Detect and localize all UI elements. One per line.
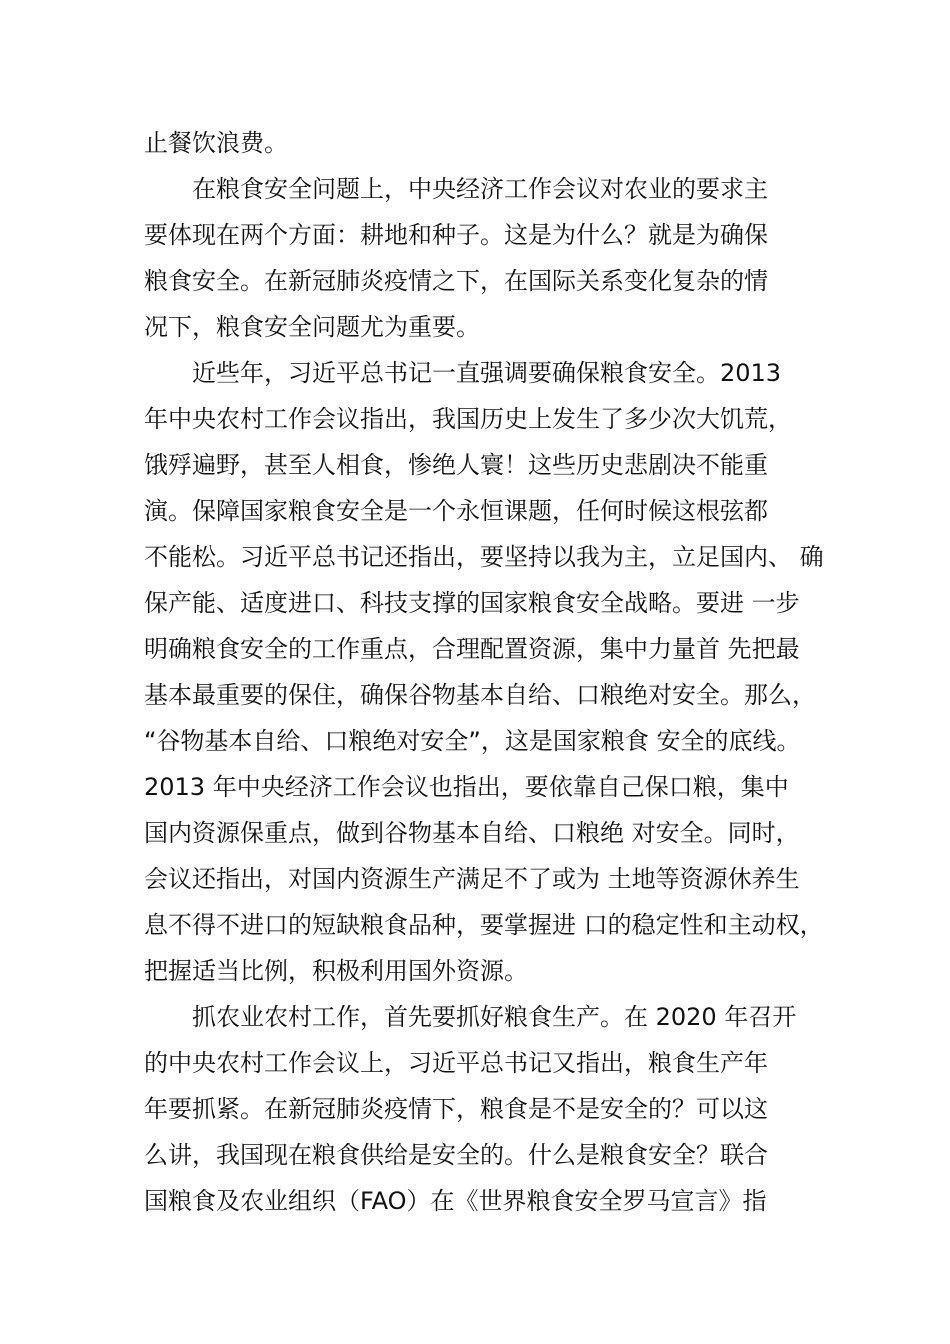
text-line: 明确粮食安全的工作重点，合理配置资源，集中力量首 先把最: [144, 635, 800, 663]
document-body: [144, 120, 864, 1224]
text-line: 保产能、适度进口、科技支撑的国家粮食安全战略。要进 一步: [144, 589, 800, 617]
text-line: 基本最重要的保住，确保谷物基本自给、口粮绝对安全。那么，: [144, 681, 816, 709]
text-line: 演。保障国家粮食安全是一个永恒课题，任何时候这根弦都: [144, 497, 768, 525]
text-line: 况下，粮食安全问题尤为重要。: [144, 313, 480, 341]
text-line: 近些年，习近平总书记一直强调要确保粮食安全。2013: [192, 359, 782, 387]
text-line: 不能松。习近平总书记还指出，要坚持以我为主，立足国内、 确: [144, 543, 824, 571]
text-line: 年中央农村工作会议指出，我国历史上发生了多少次大饥荒，: [144, 405, 792, 433]
text-line: 国内资源保重点，做到谷物基本自给、口粮绝 对安全。同时，: [144, 819, 800, 847]
text-line: 抓农业农村工作，首先要抓好粮食生产。在 2020 年召开: [192, 1003, 797, 1031]
text-line: 么讲，我国现在粮食供给是安全的。什么是粮食安全？联合: [144, 1141, 768, 1169]
text-line: 息不得不进口的短缺粮食品种，要掌握进 口的稳定性和主动权，: [144, 911, 824, 939]
text-line: 饿殍遍野，甚至人相食，惨绝人寰！这些历史悲剧决不能重: [144, 451, 768, 479]
text-line: 2013 年中央经济工作会议也指出，要依靠自己保口粮，集中: [144, 773, 789, 801]
text-line: 把握适当比例，积极利用国外资源。: [144, 957, 528, 985]
text-line: 粮食安全。在新冠肺炎疫情之下，在国际关系变化复杂的情: [144, 267, 768, 295]
text-line: 国粮食及农业组织（FAO）在《世界粮食安全罗马宣言》指: [144, 1187, 767, 1215]
text-line: 止餐饮浪费。: [144, 129, 288, 157]
text-line: 年要抓紧。在新冠肺炎疫情下，粮食是不是安全的？可以这: [144, 1095, 768, 1123]
text-line: 会议还指出，对国内资源生产满足不了或为 土地等资源休养生: [144, 865, 800, 893]
text-line: 要体现在两个方面：耕地和种子。这是为什么？就是为确保: [144, 221, 768, 249]
text-line: “谷物基本自给、口粮绝对安全”，这是国家粮食 安全的底线。: [144, 727, 801, 755]
text-line: 的中央农村工作会议上，习近平总书记又指出，粮食生产年: [144, 1049, 768, 1077]
text-line: 在粮食安全问题上，中央经济工作会议对农业的要求主: [192, 175, 768, 203]
